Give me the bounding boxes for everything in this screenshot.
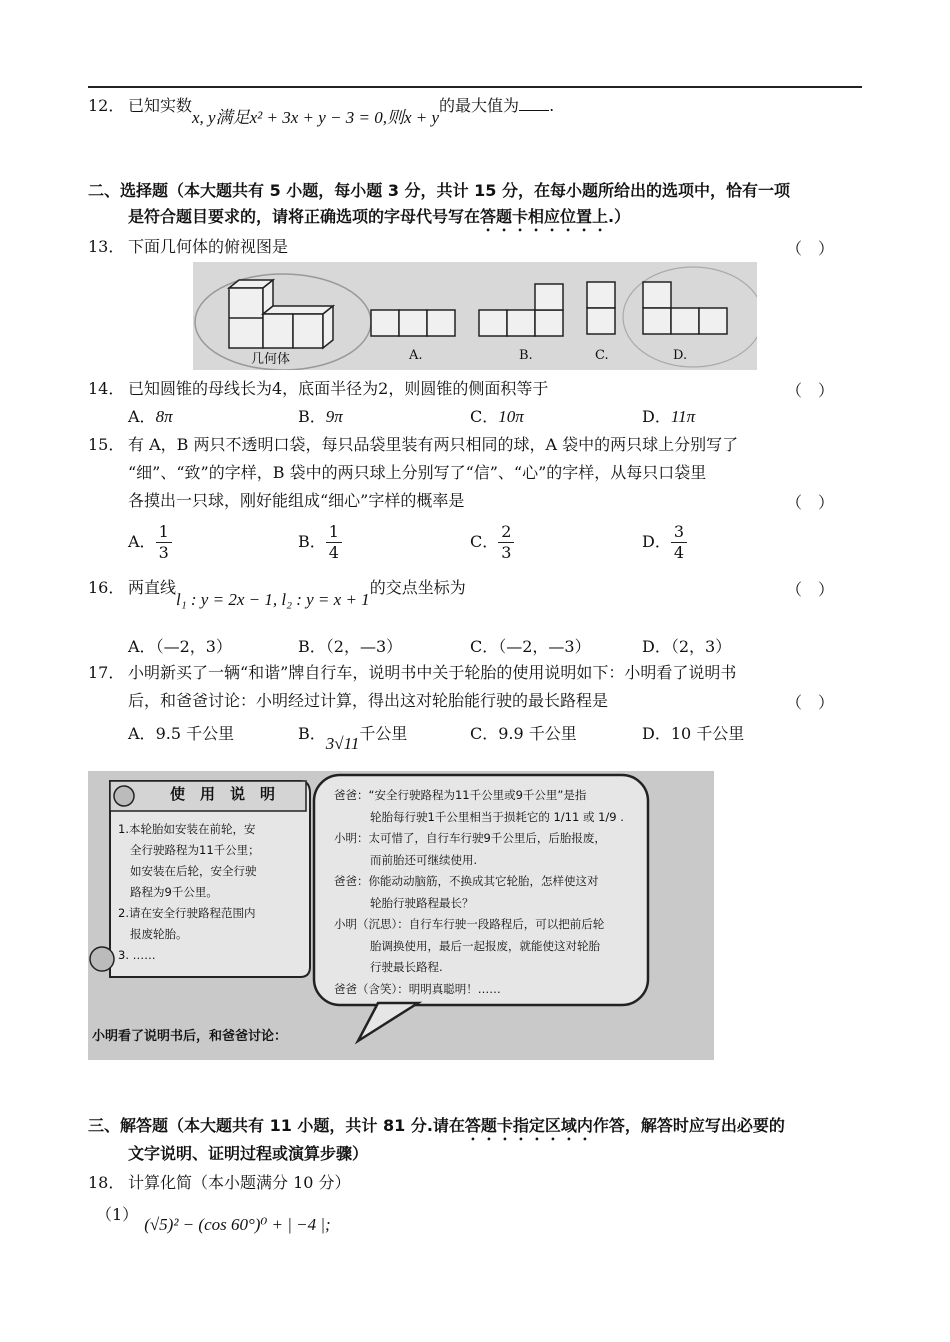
question-text: 小明新买了一辆“和谐”牌自行车，说明书中关于轮胎的使用说明如下：小明看了说明书 xyxy=(128,663,737,682)
label-solid: 几何体 xyxy=(251,352,291,367)
answer-paren-16[interactable]: （ ） xyxy=(786,580,835,599)
option-a[interactable] xyxy=(128,721,234,744)
option-unit: 千公里 xyxy=(359,724,408,743)
q12-post: 的最大值为 xyxy=(439,96,520,115)
tire-manual-figure xyxy=(88,771,714,1060)
question-text: 下面几何体的俯视图是 xyxy=(128,237,289,256)
option-b[interactable] xyxy=(298,522,342,563)
section-3-emphasis: 答题卡指定区域内 xyxy=(464,1116,593,1135)
dialog-line: 胎调换使用，最后一起报废，就能使这对轮胎 xyxy=(370,938,600,953)
header-rule xyxy=(88,86,862,88)
q12-end: . xyxy=(549,96,555,115)
option-value: 9.5 千公里 xyxy=(155,724,235,743)
question-12 xyxy=(88,95,555,127)
option-b[interactable] xyxy=(298,404,343,427)
question-number: 18． xyxy=(88,1173,125,1192)
manual-line: 全行驶路程为11千公里； xyxy=(130,843,260,857)
option-value: 3√11 xyxy=(325,734,360,753)
dialog-line: 小明：太可惜了，自行车行驶9千公里后，后胎报废， xyxy=(334,831,606,845)
question-text: 计算化简（本小题满分 10 分） xyxy=(128,1173,351,1192)
numerator: 2 xyxy=(498,522,514,543)
numerator: 1 xyxy=(156,522,172,543)
manual-line: 1.本轮胎如安装在前轮，安 xyxy=(118,822,256,836)
question-15-line3: 各摸出一只球，刚好能组成“细心”字样的概率是 xyxy=(128,491,465,510)
numerator: 3 xyxy=(671,522,687,543)
section-3-heading xyxy=(88,1115,785,1144)
label-c: C. xyxy=(595,348,609,363)
numerator: 1 xyxy=(326,522,342,543)
option-d[interactable] xyxy=(642,721,744,744)
option-value: 10π xyxy=(498,407,524,426)
dialog-line: 爸爸：“安全行驶路程为11千公里或9千公里”是指 xyxy=(334,788,587,802)
option-value: 10 千公里 xyxy=(670,724,745,743)
question-18 xyxy=(88,1172,351,1194)
option-label: A． xyxy=(128,407,156,426)
option-d[interactable] xyxy=(642,634,731,657)
section-3-end: 作答，解答时应写出必要的 xyxy=(592,1116,785,1135)
question-18-part-1 xyxy=(96,1204,331,1234)
manual-line: 如安装在后轮，安全行驶 xyxy=(130,864,257,878)
option-b[interactable] xyxy=(298,634,402,657)
denominator: 3 xyxy=(501,543,512,562)
option-value: （—2，—3） xyxy=(498,637,591,656)
option-label: C． xyxy=(470,637,499,656)
manual-line: 2.请在安全行驶路程范围内 xyxy=(118,906,256,920)
option-label: C． xyxy=(470,532,499,551)
option-label: C． xyxy=(470,407,499,426)
q12-math: x, y满足x² + 3x + y − 3 = 0,则x + y xyxy=(192,108,440,127)
question-number: 12． xyxy=(88,96,125,115)
question-17-line2: 后，和爸爸讨论：小明经过计算，得出这对轮胎能行驶的最长路程是 xyxy=(128,691,609,710)
option-a[interactable] xyxy=(128,404,173,427)
option-a[interactable] xyxy=(128,522,172,563)
question-number: 17． xyxy=(88,663,125,682)
option-label: A． xyxy=(128,532,156,551)
answer-blank[interactable] xyxy=(519,96,549,111)
answer-paren-17[interactable]: （ ） xyxy=(786,693,835,712)
option-label: A． xyxy=(128,724,156,743)
section-2-emphasis: 答题卡相应位置上 xyxy=(480,207,609,226)
fraction xyxy=(671,522,687,563)
part-math: (√5)² − (cos 60°)⁰ + | −4 |; xyxy=(144,1215,331,1234)
option-label: C． xyxy=(470,724,499,743)
option-value: （—2，3） xyxy=(155,637,232,656)
denominator: 3 xyxy=(158,543,169,562)
fraction xyxy=(498,522,514,563)
question-number: 15． xyxy=(88,435,125,454)
manual-body xyxy=(118,819,260,966)
dialog-line: 轮胎每行驶1千公里相当于损耗它的 1/11 或 1/9 . xyxy=(370,809,624,824)
section-2-heading-cont xyxy=(128,206,630,235)
label-b: B. xyxy=(519,348,533,363)
question-number: 13． xyxy=(88,237,125,256)
dialog-line: 爸爸（含笑）：明明真聪明！…… xyxy=(334,981,501,996)
dialog-line: 行驶最长路程. xyxy=(370,960,443,974)
q12-pre: 已知实数 xyxy=(128,96,193,115)
option-value: 11π xyxy=(670,407,696,426)
section-2-end: .） xyxy=(608,207,631,226)
dialog-line: 而前胎还可继续使用. xyxy=(370,852,478,867)
dialog-body xyxy=(334,785,624,1000)
dialog-line: 小明（沉思）：自行车行驶一段路程后，可以把前后轮 xyxy=(334,917,605,931)
label-d: D. xyxy=(673,348,688,363)
option-label: B． xyxy=(298,532,326,551)
answer-paren-15[interactable]: （ ） xyxy=(786,493,835,512)
manual-line: 路程为9千公里。 xyxy=(130,885,218,899)
question-13 xyxy=(88,236,288,258)
option-value: 9.9 千公里 xyxy=(498,724,577,743)
option-value: （2，—3） xyxy=(325,637,403,656)
question-16 xyxy=(88,577,466,609)
q16-math: l₁ : y = 2x − 1, l₂ : y = x + 1 xyxy=(176,590,370,609)
option-label: A． xyxy=(128,637,156,656)
option-label: B． xyxy=(298,724,326,743)
section-2-heading: 二、选择题（本大题共有 5 小题，每小题 3 分，共计 15 分，在每小题所给出的选项中，恰有一项 xyxy=(88,181,790,200)
option-c[interactable] xyxy=(470,721,577,744)
manual-line: 报废轮胎。 xyxy=(130,927,188,941)
option-label: D． xyxy=(642,724,671,743)
option-b[interactable] xyxy=(298,721,408,753)
manual-title: 使 用 说 明 xyxy=(170,785,276,803)
option-a[interactable] xyxy=(128,634,232,657)
option-d[interactable] xyxy=(642,404,695,427)
question-text: 已知圆锥的母线长为4，底面半径为2，则圆锥的侧面积等于 xyxy=(128,379,549,398)
option-label: B． xyxy=(298,637,326,656)
question-text: 有 A，B 两只不透明口袋，每只品袋里装有两只相同的球，A 袋中的两只球上分别写了 xyxy=(128,435,739,454)
option-d[interactable] xyxy=(642,522,687,563)
option-label: B． xyxy=(298,407,326,426)
denominator: 4 xyxy=(328,543,339,562)
fraction xyxy=(326,522,342,563)
fraction xyxy=(156,522,172,563)
label-a: A. xyxy=(409,348,423,363)
option-label: D． xyxy=(642,637,671,656)
option-c[interactable] xyxy=(470,404,524,427)
denominator: 4 xyxy=(673,543,685,562)
question-number: 16． xyxy=(88,578,125,597)
question-15-line2: “细”、“致”的字样，B 袋中的两只球上分别写了“信”、“心”的字样，从每只口袋里 xyxy=(128,463,707,482)
question-14 xyxy=(88,378,548,400)
manual-line: 3. …… xyxy=(118,948,156,962)
dialog-line: 爸爸：你能动动脑筋，不换成其它轮胎，怎样使这对 xyxy=(334,874,599,888)
section-3-text: 三、解答题（本大题共有 11 小题，共计 81 分.请在 xyxy=(88,1116,465,1135)
option-label: D． xyxy=(642,532,671,551)
option-c[interactable] xyxy=(470,634,591,657)
question-number: 14． xyxy=(88,379,125,398)
q16-post: 的交点坐标为 xyxy=(369,578,466,597)
answer-paren-14[interactable]: （ ） xyxy=(786,381,835,400)
option-value: 9π xyxy=(325,407,343,426)
option-label: D． xyxy=(642,407,671,426)
option-c[interactable] xyxy=(470,522,514,563)
section-3-heading-cont: 文字说明、证明过程或演算步骤） xyxy=(128,1144,369,1163)
figure-caption: 小明看了说明书后，和爸爸讨论： xyxy=(92,1029,288,1044)
answer-paren-13[interactable]: （ ） xyxy=(786,239,835,258)
part-label: （1） xyxy=(96,1205,139,1224)
section-2-text: 是符合题目要求的，请将正确选项的字母代号写在 xyxy=(128,207,481,226)
question-17 xyxy=(88,662,736,684)
q16-pre: 两直线 xyxy=(128,578,177,597)
dialog-line: 轮胎行驶路程最长？ xyxy=(370,895,474,910)
option-value: （2，3） xyxy=(670,637,732,656)
question-15 xyxy=(88,434,738,456)
option-value: 8π xyxy=(155,407,173,426)
geometry-figure xyxy=(193,262,757,370)
